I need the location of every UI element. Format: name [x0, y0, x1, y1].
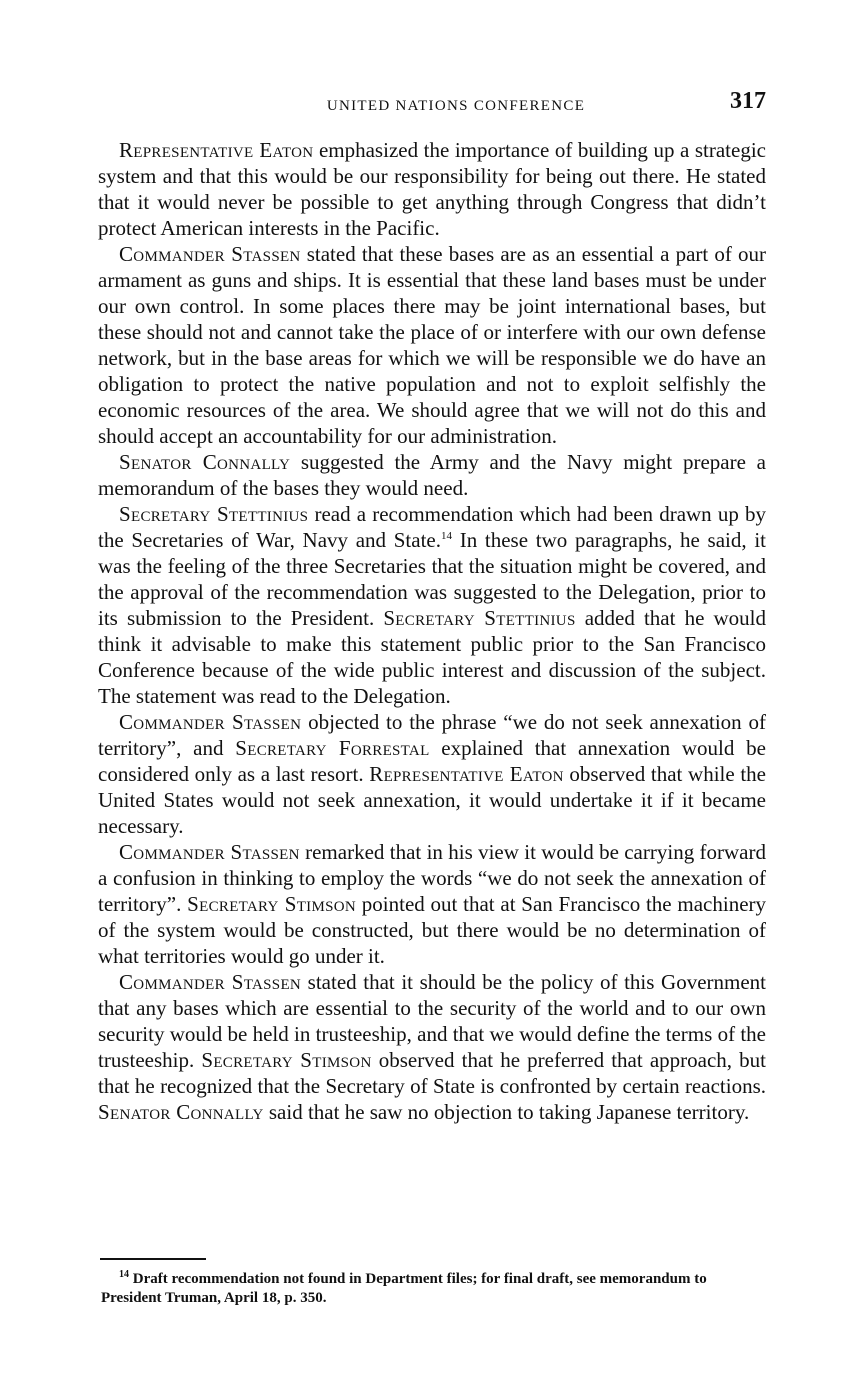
paragraph-text: explained that annexation would be considered only as a last resort.: [98, 736, 766, 786]
paragraph-text: objected to the phrase “we do not seek annexation of territory”, and: [98, 710, 766, 760]
paragraph-text: stated that it should be the policy of this Government that any bases which are essential to the security of the world and to our own security would be held in trusteeship, and that we would define the terms of the trusteeship.: [98, 970, 767, 1072]
speaker-name: Secretary Stettinius: [119, 502, 309, 526]
footnote-reference: 14: [441, 530, 452, 542]
footnote-divider: [100, 1258, 206, 1260]
speaker-name: Representative Eaton: [119, 138, 314, 162]
speaker-name: Representative Eaton: [369, 762, 564, 786]
paragraph-stettinius-recommendation: [98, 501, 766, 709]
footnote-text: Draft recommendation not found in Department files; for final draft, see memorandum to President Truman, April 18, p. 350.: [101, 1271, 707, 1306]
footnote-marker: 14: [119, 1269, 129, 1280]
paragraph-text: observed that while the United States would not seek annexation, it would undertake it if it became necessary.: [98, 762, 767, 838]
body-text: [98, 137, 766, 1125]
paragraph-text: observed that he preferred that approach, but that he recognized that the Secretary of State is confronted by certain reactions.: [98, 1048, 766, 1098]
speaker-name: Commander Stassen: [119, 970, 302, 994]
paragraph-text: read a recommendation which had been drawn up by the Secretaries of War, Navy and State.: [98, 502, 766, 552]
paragraph-text: said that he saw no objection to taking Japanese territory.: [263, 1100, 750, 1124]
paragraph-stassen-bases: [98, 241, 766, 449]
paragraph-text: emphasized the importance of building up a strategic system and that this would be our responsibility for being out there. He stated that it would never be possible to get anything through Congress that didn’t protect American interests in the Pacific.: [98, 138, 766, 240]
speaker-name: Commander Stassen: [119, 840, 300, 864]
paragraph-stassen-confusion: [98, 839, 766, 969]
paragraph-text: pointed out that at San Francisco the machinery of the system would be constructed, but there would be no determination of what territories would go under it.: [98, 892, 767, 968]
paragraph-text: suggested the Army and the Navy might prepare a memorandum of the bases they would need.: [98, 450, 766, 500]
running-title: UNITED NATIONS CONFERENCE: [326, 98, 586, 114]
paragraph-text: stated that these bases are as an essential a part of our armament as guns and ships. It is essential that these land bases must be under our own control. In some places there may be joint international bases, but these should not and cannot take the place of or interfere with our own defense network, but in the base areas for which we will be responsible we do have an obligation to protect the native population and not to exploit selfishly the economic resources of the area. We should agree that we will not do this and should accept an accountability for our administration.: [98, 242, 767, 448]
speaker-name: Secretary Stimson: [187, 892, 357, 916]
paragraph-text: remarked that in his view it would be carrying forward a confusion in thinking to employ the words “we do not seek the annexation of territory”.: [98, 840, 767, 916]
speaker-name: Commander Stassen: [119, 242, 301, 266]
speaker-name: Secretary Stimson: [201, 1048, 372, 1072]
paragraph-connally-memorandum: [98, 449, 766, 501]
paragraph-stassen-annexation: [98, 709, 766, 839]
page-number: 317: [730, 88, 766, 114]
paragraph-eaton-strategic-system: [98, 137, 766, 241]
speaker-name: Senator Connally: [119, 450, 291, 474]
paragraph-stassen-trusteeship: [98, 969, 766, 1125]
paragraph-text: In these two paragraphs, he said, it was the feeling of the three Secretaries that the situation might be covered, and the approval of the recommendation was suggested to the Delegation, prior to its submission to the President.: [98, 528, 766, 630]
speaker-name: Commander Stassen: [119, 710, 302, 734]
paragraph-text: added that he would think it advisable to make this statement public prior to the San Francisco Conference because of the wide public interest and discussion of the subject. The statement was read to the Delegation.: [98, 606, 766, 708]
speaker-name: Senator Connally: [98, 1100, 264, 1124]
running-head: [96, 88, 766, 122]
speaker-name: Secretary Forrestal: [235, 736, 430, 760]
speaker-name: Secretary Stettinius: [383, 606, 576, 630]
footnote: [101, 1270, 769, 1308]
